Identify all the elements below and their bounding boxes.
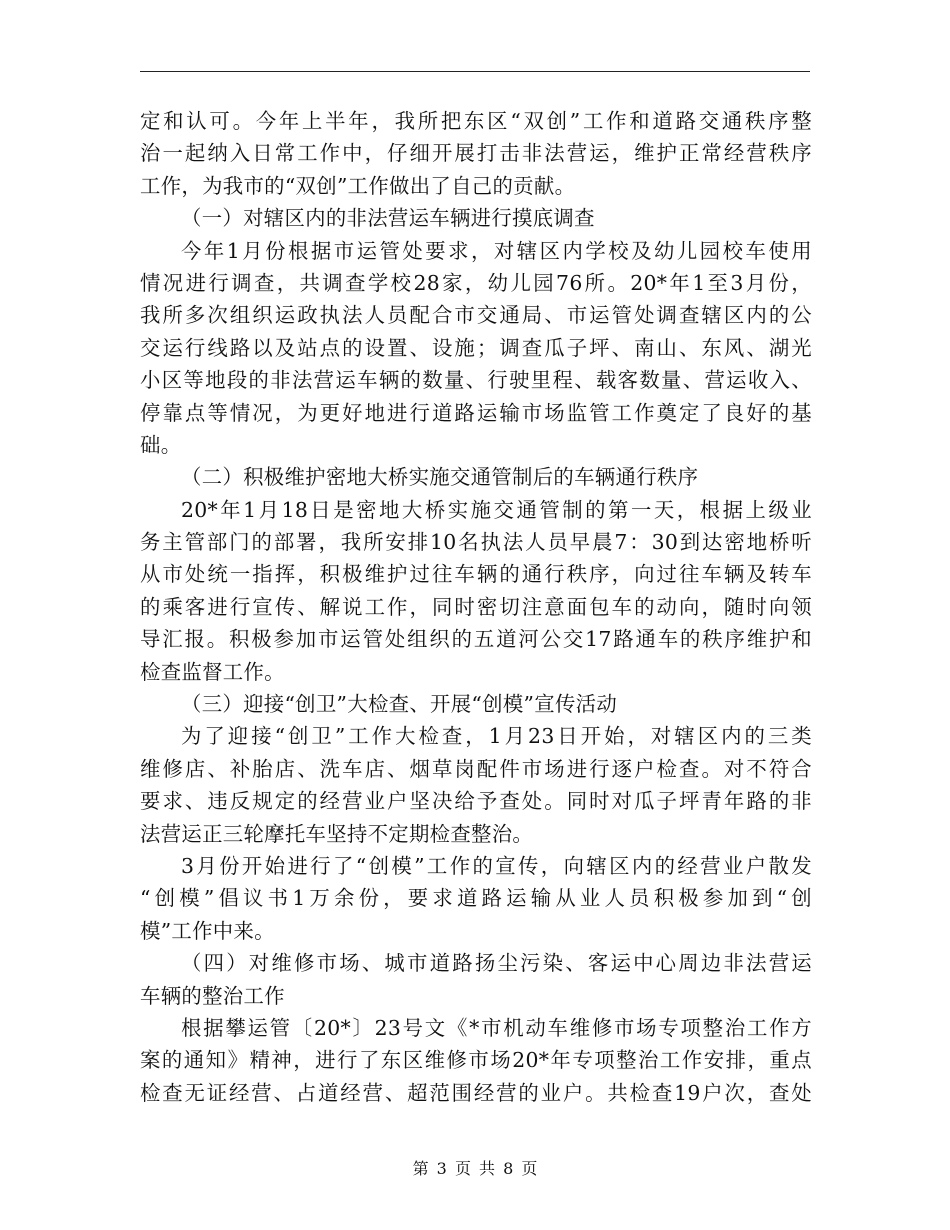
paragraph-line: 要求、违反规定的经营业户坚决给予查处。同时对瓜子坪青年路的非: [140, 789, 812, 814]
paragraph-line: 从市处统一指挥，积极维护过往车辆的通行秩序，向过往车辆及转车: [140, 562, 812, 587]
header-rule: [140, 71, 810, 72]
paragraph-line: 今年1月份根据市运管处要求，对辖区内学校及幼儿园校车使用: [181, 238, 812, 263]
paragraph-line: 模”工作中来。: [140, 918, 275, 943]
paragraph-line: 工作，为我市的“双创”工作做出了自己的贡献。: [140, 173, 576, 198]
section-heading-line: （四）对维修市场、城市道路扬尘污染、客运中心周边非法营运: [181, 951, 812, 976]
paragraph-line: 停靠点等情况，为更好地进行道路运输市场监管工作奠定了良好的基: [140, 400, 812, 425]
paragraph-line: 案的通知》精神，进行了东区维修市场20*年专项整治工作安排，重点: [140, 1048, 812, 1073]
section-heading-line: 车辆的整治工作: [140, 983, 285, 1008]
paragraph-line: 小区等地段的非法营运车辆的数量、行驶里程、载客数量、营运收入、: [140, 368, 812, 393]
section-heading-line: （一）对辖区内的非法营运车辆进行摸底调查: [181, 206, 595, 231]
paragraph-line: 为了迎接“创卫”工作大检查，1月23日开始，对辖区内的三类: [181, 724, 812, 749]
paragraph-line: 3月份开始进行了“创模”工作的宣传，向辖区内的经营业户散发: [181, 853, 812, 878]
paragraph-line: “创模”倡议书1万余份，要求道路运输从业人员积极参加到“创: [140, 886, 812, 911]
section-heading-line: （三）迎接“创卫”大检查、开展“创模”宣传活动: [181, 692, 618, 717]
paragraph-line: 根据攀运管〔20*〕23号文《*市机动车维修市场专项整治工作方: [181, 1015, 812, 1040]
paragraph-line: 检查监督工作。: [140, 659, 285, 684]
section-heading-line: （二）积极维护密地大桥实施交通管制后的车辆通行秩序: [181, 465, 699, 490]
paragraph-line: 情况进行调查，共调查学校28家，幼儿园76所。20*年1至3月份，: [140, 270, 812, 295]
paragraph-line: 检查无证经营、占道经营、超范围经营的业户。共检查19户次，查处: [140, 1080, 812, 1105]
paragraph-line: 交运行线路以及站点的设置、设施；调查瓜子坪、南山、东风、湖光: [140, 335, 812, 360]
paragraph-line: 法营运正三轮摩托车坚持不定期检查整治。: [140, 821, 534, 846]
paragraph-line: 定和认可。今年上半年，我所把东区“双创”工作和道路交通秩序整: [140, 109, 812, 133]
body-text: [140, 105, 812, 1109]
paragraph-line: 维修店、补胎店、洗车店、烟草岗配件市场进行逐户检查。对不符合: [140, 756, 812, 781]
page-footer: 第 3 页 共 8 页: [412, 1159, 538, 1178]
paragraph-line: 础。: [140, 432, 182, 457]
paragraph-line: 20*年1月18日是密地大桥实施交通管制的第一天，根据上级业: [181, 497, 812, 522]
paragraph-line: 导汇报。积极参加市运管处组织的五道河公交17路通车的秩序维护和: [140, 627, 812, 652]
paragraph-line: 治一起纳入日常工作中，仔细开展打击非法营运，维护正常经营秩序: [140, 141, 812, 166]
paragraph-line: 我所多次组织运政执法人员配合市交通局、市运管处调查辖区内的公: [140, 303, 812, 328]
paragraph-line: 的乘客进行宣传、解说工作，同时密切注意面包车的动向，随时向领: [140, 594, 812, 619]
paragraph-line: 务主管部门的部署，我所安排10名执法人员早晨7：30到达密地桥听: [140, 530, 812, 555]
